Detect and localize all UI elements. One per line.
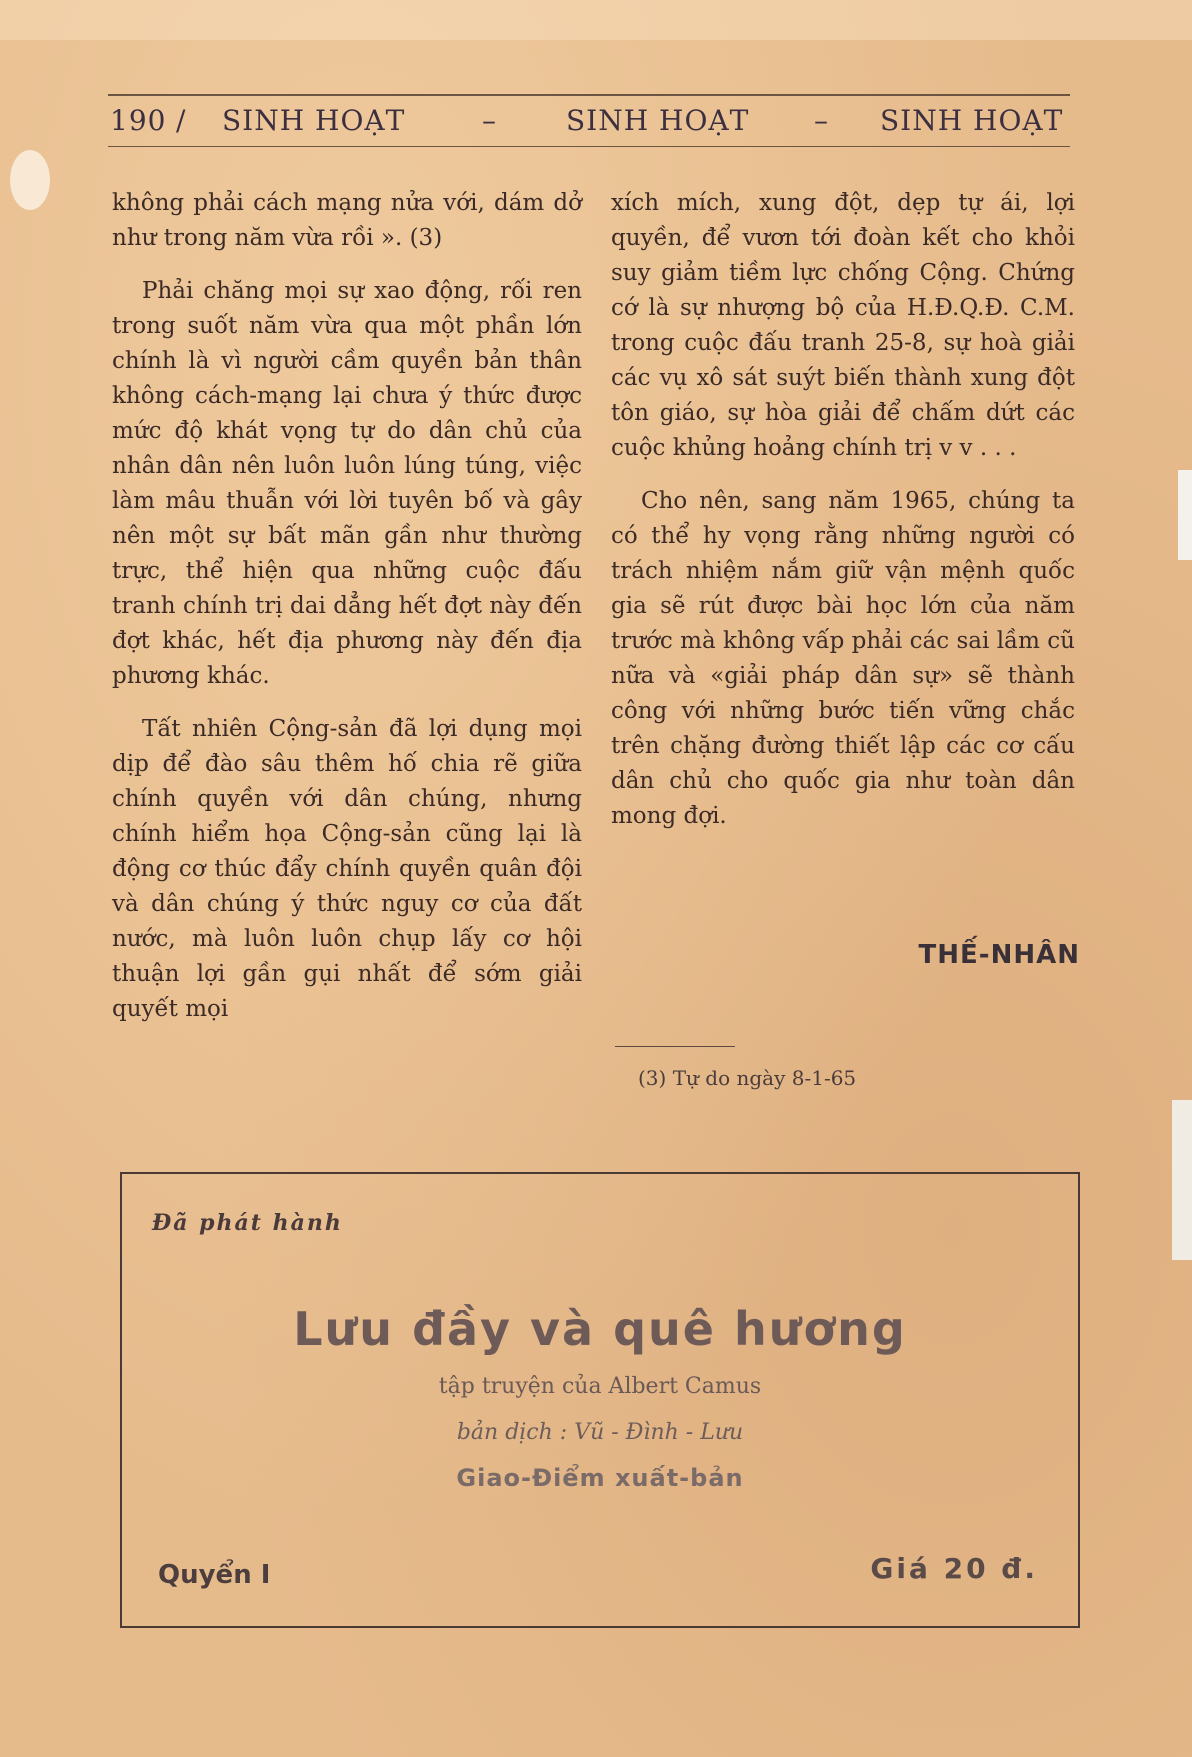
torn-edge: [1172, 1100, 1192, 1260]
right-column: [611, 186, 1075, 852]
paper-stain: [0, 0, 1192, 40]
ad-publisher: Giao-Điểm xuất-bản: [456, 1464, 744, 1492]
header-dash-2: –: [814, 104, 829, 137]
header-slash: /: [176, 104, 187, 137]
header-dash-1: –: [482, 104, 497, 137]
footnote: (3) Tự do ngày 8-1-65: [638, 1066, 857, 1090]
header-bottom-rule: [108, 146, 1070, 147]
page-number: 190: [110, 104, 167, 137]
paragraph: Tất nhiên Cộng-sản đã lợi dụng mọi dịp để đào sâu thêm hố chia rẽ giữa chính quyền với dân chúng, nhưng chính hiểm họa Cộng-sản cũng lại là động cơ thúc đẩy chính quyền quân đội và dân chúng ý thức nguy cơ của đất nước, mà luôn luôn chụp lấy cơ hội thuận lợi gần gụi nhất để sớm giải quyết mọi: [112, 716, 582, 1022]
author-signature: THẾ-NHÂN: [918, 940, 1080, 970]
left-column: [112, 186, 582, 1045]
header-title-1: SINH HOẠT: [222, 104, 406, 137]
paragraph: không phải cách mạng nửa với, dám dở như trong năm vừa rồi ». (3): [112, 190, 582, 251]
header-top-rule: [108, 94, 1070, 96]
paper-stain: [10, 150, 50, 210]
ad-book-subtitle: tập truyện của Albert Camus: [438, 1374, 762, 1399]
ad-translator: bản dịch : Vũ - Đình - Lưu: [456, 1420, 744, 1445]
ad-price: Giá 20 đ.: [870, 1552, 1038, 1585]
header-title-2: SINH HOẠT: [566, 104, 750, 137]
ad-book-title: Lưu đầy và quê hương: [293, 1302, 907, 1356]
ad-released-label: Đã phát hành: [152, 1210, 343, 1236]
footnote-divider: [615, 1046, 735, 1047]
torn-edge: [1178, 470, 1192, 560]
paragraph: Phải chăng mọi sự xao động, rối ren trong suốt năm vừa qua một phần lớn chính là vì người cầm quyền bản thân không cách-mạng lại chưa ý thức được mức độ khát vọng tự do dân chủ của nhân dân nên luôn luôn lúng túng, việc làm mâu thuẫn với lời tuyên bố và gây nên một sự bất mãn gần như thường trực, thể hiện qua những cuộc đấu tranh chính trị dai dẳng hết đợt này đến đợt khác, hết địa phương này đến địa phương khác.: [112, 278, 582, 689]
header-title-3: SINH HOẠT: [880, 104, 1064, 137]
paragraph: xích mích, xung đột, dẹp tự ái, lợi quyền, để vươn tới đoàn kết cho khỏi suy giảm tiềm lực chống Cộng. Chứng cớ là sự nhượng bộ của H.Đ.Q.Đ. C.M. trong cuộc đấu tranh 25-8, sự hoà giải các vụ xô sát suýt biến thành xung đột tôn giáo, sự hòa giải để chấm dứt các cuộc khủng hoảng chính trị v v . . .: [611, 190, 1075, 461]
book-advertisement: [120, 1172, 1080, 1628]
paragraph: Cho nên, sang năm 1965, chúng ta có thể hy vọng rằng những người có trách nhiệm nắm giữ vận mệnh quốc gia sẽ rút được bài học lớn của năm trước mà không vấp phải các sai lầm cũ nữa và «giải pháp dân sự» sẽ thành công với những bước tiến vững chắc trên chặng đường thiết lập các cơ cấu dân chủ cho quốc gia như toàn dân mong đợi.: [611, 488, 1075, 829]
ad-volume: Quyển I: [158, 1560, 271, 1590]
